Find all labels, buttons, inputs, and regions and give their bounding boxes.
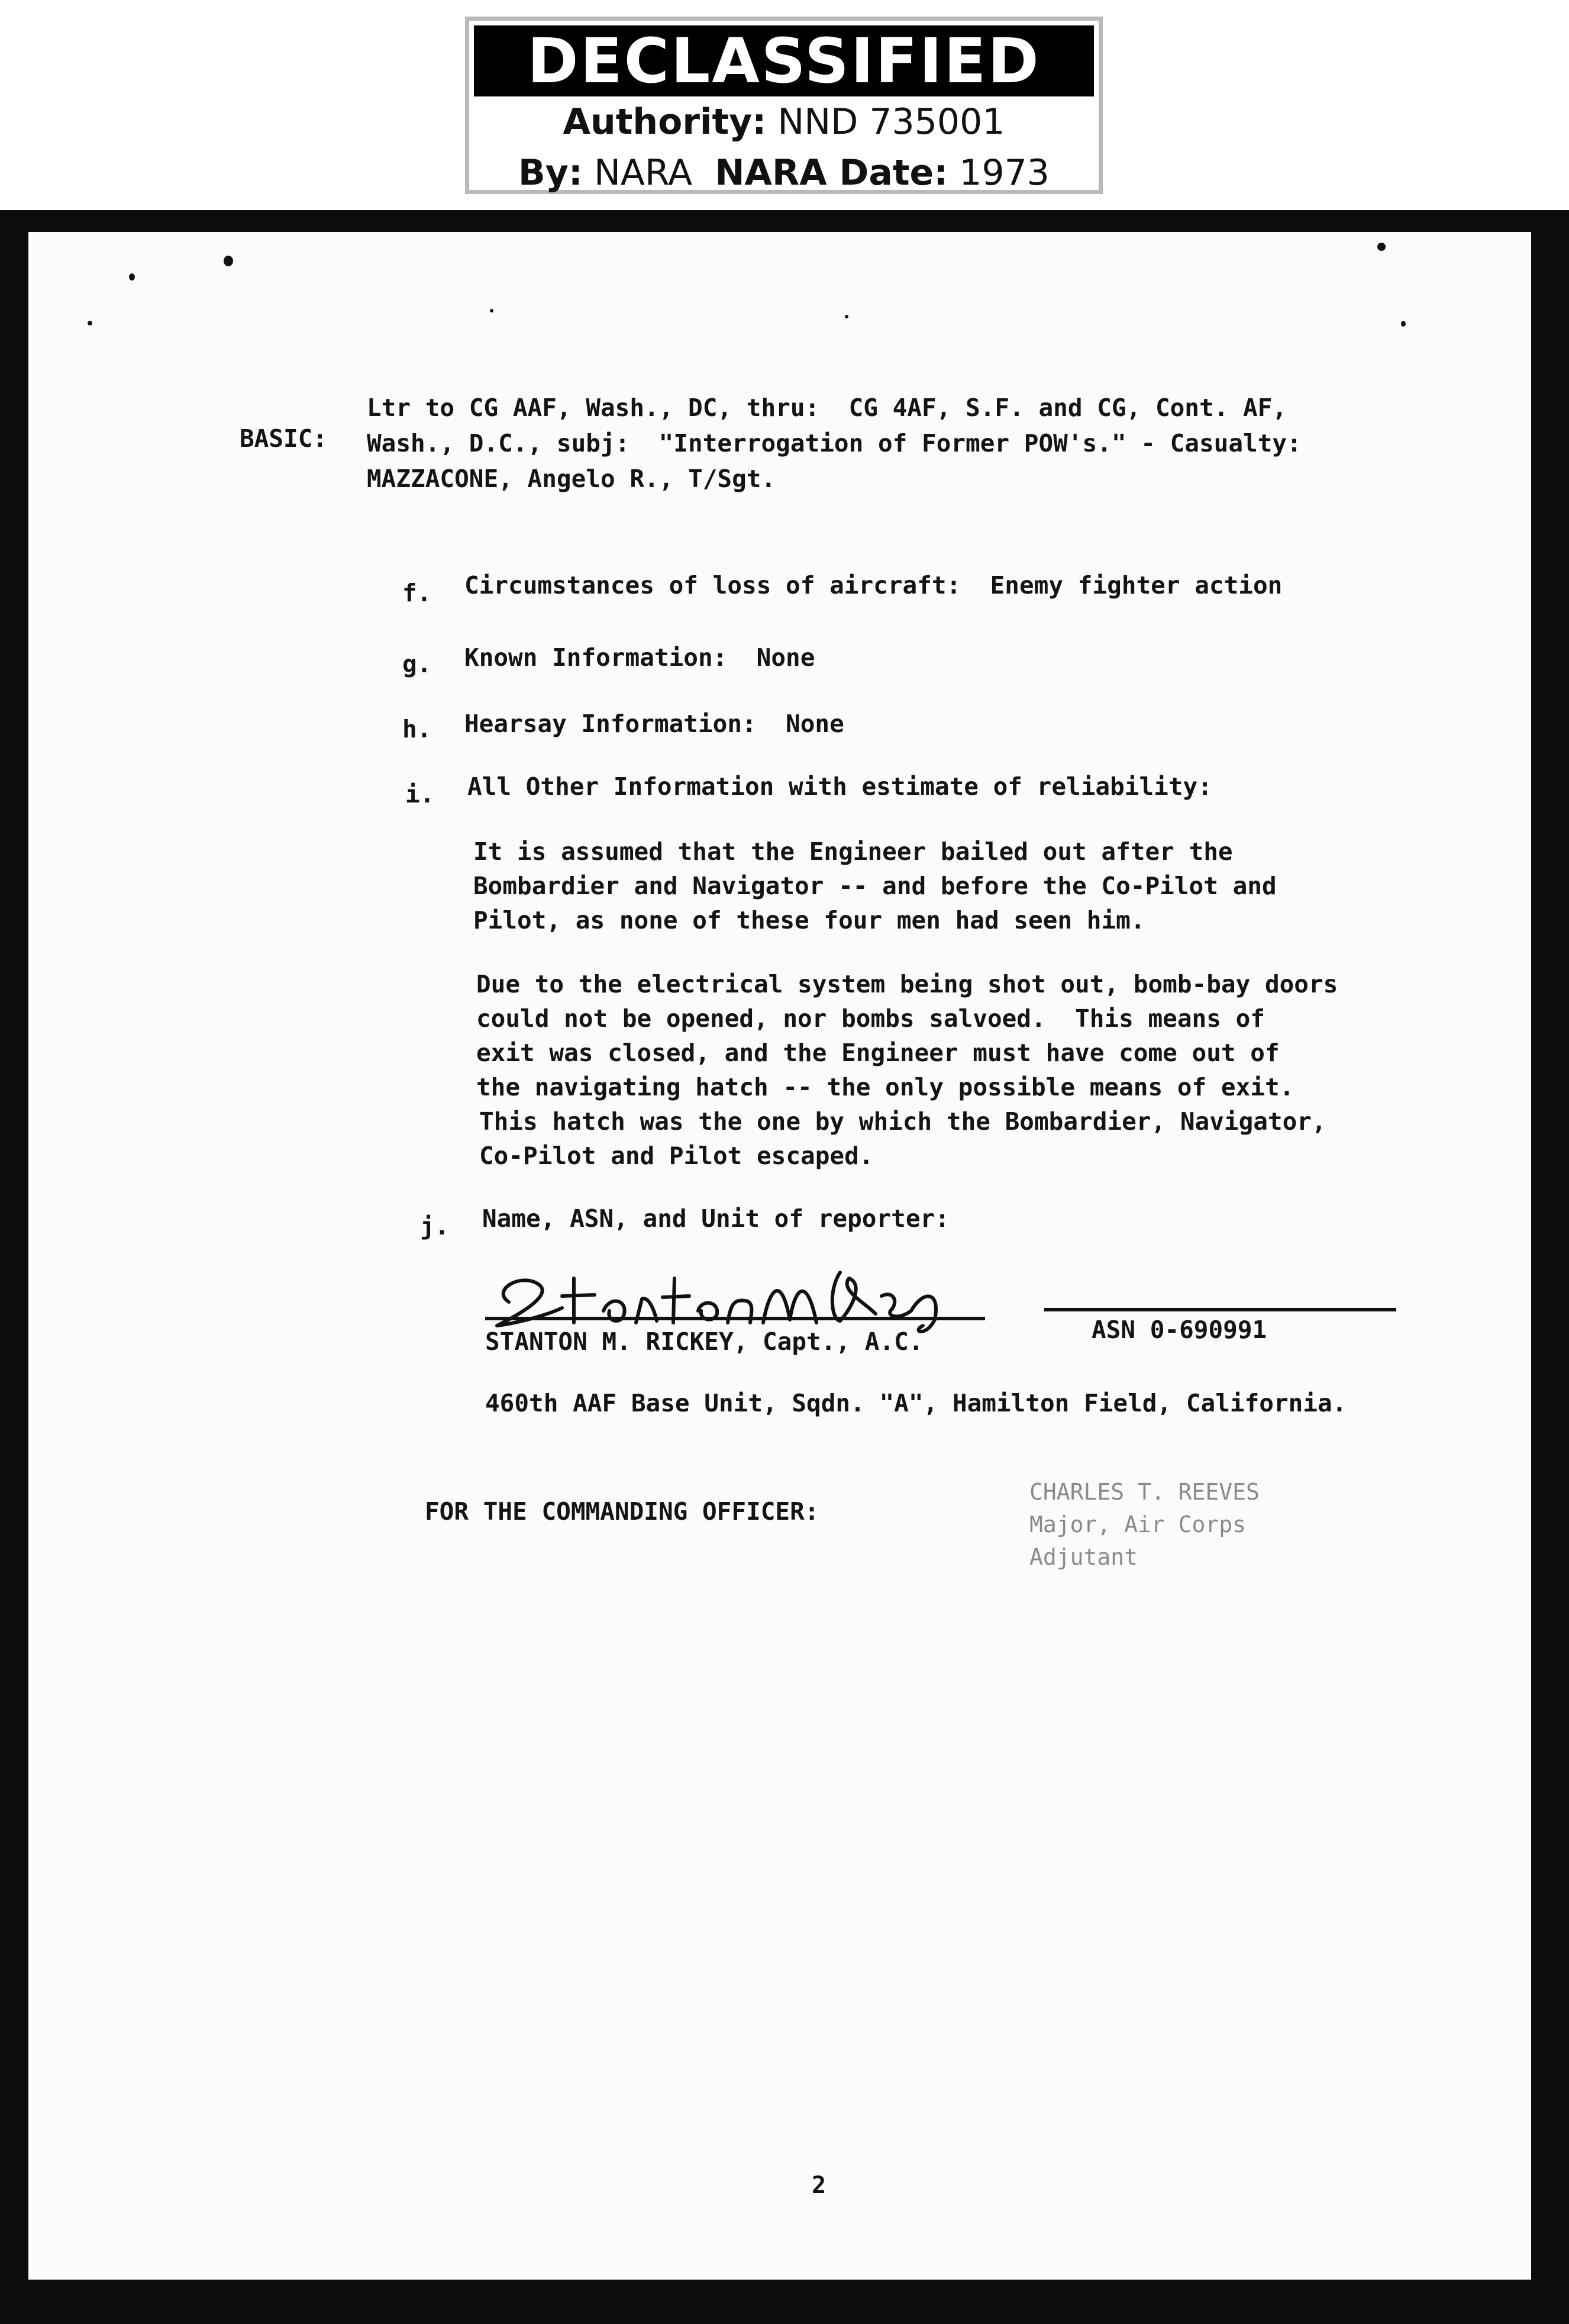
declassified-stamp <box>465 17 1103 194</box>
stamp-by-label: By: <box>518 152 583 194</box>
stamp-authority-value: NND 735001 <box>777 101 1005 143</box>
paragraph-2-line-1: Due to the electrical system being shot out, bomb-bay doors <box>476 970 1338 998</box>
item-g-letter: g. <box>402 650 432 678</box>
item-i-text: All Other Information with estimate of reliability: <box>467 772 1212 801</box>
paragraph-2-line-6: Co-Pilot and Pilot escaped. <box>479 1142 874 1170</box>
stamp-by-line <box>469 147 1099 198</box>
signer-unit: 460th AAF Base Unit, Sqdn. "A", Hamilton Field, California. <box>485 1389 1347 1417</box>
scan-speck <box>1401 321 1406 327</box>
stamp-authority-label: Authority: <box>563 101 767 143</box>
scan-speck <box>129 273 135 281</box>
item-j-text: Name, ASN, and Unit of reporter: <box>482 1204 950 1233</box>
item-f-text: Circumstances of loss of aircraft: Enemy fighter action <box>464 571 1283 599</box>
paragraph-1-line-3: Pilot, as none of these four men had seen him. <box>473 906 1145 934</box>
scan-speck <box>490 309 493 312</box>
stamp-title: DECLASSIFIED <box>474 25 1094 96</box>
scan-speck <box>1377 243 1386 251</box>
officer-title: Adjutant <box>1029 1544 1138 1570</box>
officer-rank: Major, Air Corps <box>1029 1511 1247 1537</box>
officer-name: CHARLES T. REEVES <box>1029 1479 1260 1505</box>
item-g-text: Known Information: None <box>464 643 815 672</box>
paragraph-2-line-3: exit was closed, and the Engineer must have come out of <box>476 1039 1280 1067</box>
basic-line-2: Wash., D.C., subj: "Interrogation of Former POW's." - Casualty: <box>367 429 1302 457</box>
stamp-date-label: NARA Date: <box>715 152 948 194</box>
stamp-by-value: NARA <box>593 152 693 194</box>
signer-name: STANTON M. RICKEY, Capt., A.C. <box>485 1327 924 1356</box>
for-commanding-officer: FOR THE COMMANDING OFFICER: <box>425 1497 819 1526</box>
item-f-letter: f. <box>402 579 432 607</box>
signer-asn: ASN 0-690991 <box>1092 1316 1267 1344</box>
signature-line <box>485 1317 985 1320</box>
paragraph-2-line-5: This hatch was the one by which the Bombardier, Navigator, <box>479 1107 1326 1136</box>
stamp-authority-line <box>469 96 1099 147</box>
paragraph-1-line-2: Bombardier and Navigator -- and before the Co-Pilot and <box>473 872 1277 900</box>
basic-line-3: MAZZACONE, Angelo R., T/Sgt. <box>367 465 776 493</box>
asn-line <box>1044 1308 1396 1311</box>
scan-speck <box>224 256 233 266</box>
basic-label: BASIC: <box>240 424 328 453</box>
item-j-letter: j. <box>420 1212 450 1240</box>
paragraph-1-line-1: It is assumed that the Engineer bailed out after the <box>473 837 1233 866</box>
scan-speck <box>845 315 848 318</box>
stamp-date-value: 1973 <box>959 152 1050 194</box>
paragraph-2-line-2: could not be opened, nor bombs salvoed. This means of <box>476 1004 1265 1033</box>
basic-line-1: Ltr to CG AAF, Wash., DC, thru: CG 4AF, S.F. and CG, Cont. AF, <box>367 394 1287 422</box>
item-h-text: Hearsay Information: None <box>464 710 844 738</box>
item-i-letter: i. <box>405 780 435 808</box>
scan-speck <box>88 321 92 325</box>
page-number: 2 <box>812 2172 827 2199</box>
paragraph-2-line-4: the navigating hatch -- the only possible means of exit. <box>476 1073 1294 1101</box>
item-h-letter: h. <box>402 715 432 743</box>
